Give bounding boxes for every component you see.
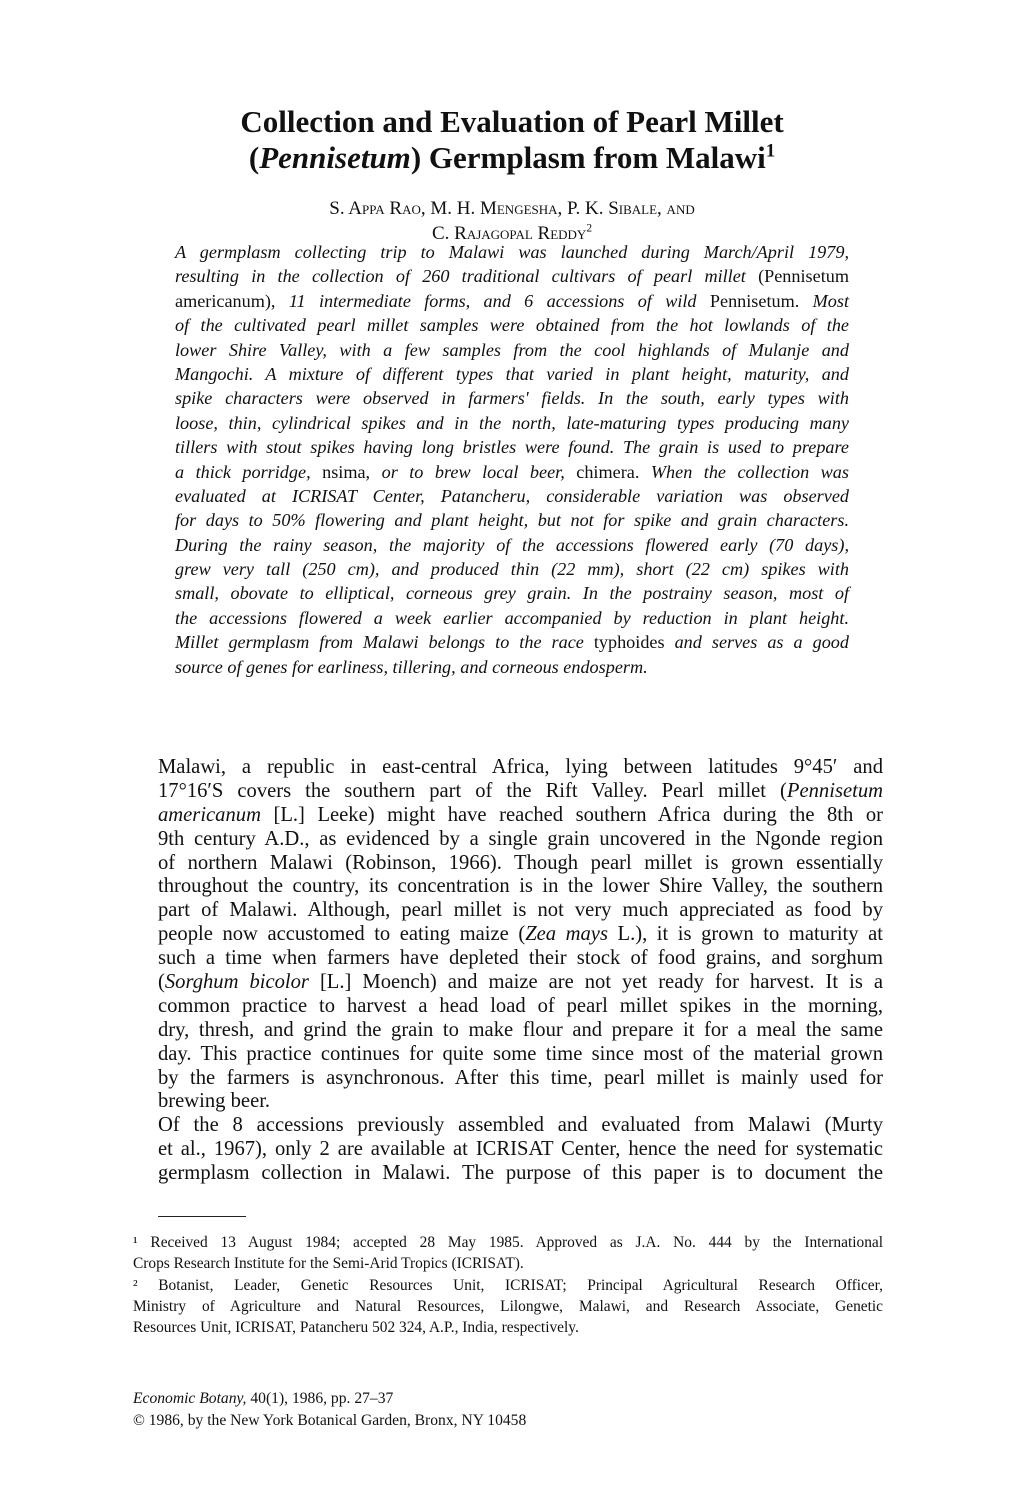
footnotes-line bbox=[133, 1232, 883, 1253]
title-genus: Pennisetum bbox=[259, 140, 411, 175]
text-run: germplasm collection in Malawi. The purpose of this paper is to document the bbox=[158, 1162, 883, 1185]
text-run: throughout the country, its concentration is in the lower Shire Valley, the southern bbox=[158, 875, 883, 898]
italic-text: loose, thin, cylindrical spikes and in the north, late-maturing types producing many bbox=[175, 412, 849, 433]
authors-line-1: S. Appa Rao, M. H. Mengesha, P. K. Sibale, and bbox=[329, 198, 695, 219]
text-run: 9th century A.D., as evidenced by a single grain uncovered in the Ngonde region bbox=[158, 827, 883, 850]
body-line bbox=[158, 995, 883, 1019]
title-rest: ) Germplasm from Malawi bbox=[410, 140, 766, 175]
text-run: day. This practice continues for quite some time since most of the material grown bbox=[158, 1042, 883, 1065]
italic-text: Mangochi. A mixture of different types that varied in plant height, maturity, and bbox=[175, 363, 849, 384]
italic-text: a thick porridge, bbox=[175, 461, 323, 482]
body-line bbox=[158, 1162, 883, 1186]
body-line bbox=[158, 1114, 883, 1138]
text-run: typhoides bbox=[593, 632, 665, 653]
italic-text: Millet germplasm from Malawi belongs to the race bbox=[175, 632, 594, 653]
italic-text: americanum bbox=[158, 803, 261, 826]
abstract bbox=[175, 240, 849, 679]
copyright: © 1986, by the New York Botanical Garden, Bronx, NY 10458 bbox=[133, 1412, 527, 1429]
citation bbox=[133, 1388, 526, 1410]
abstract-line bbox=[175, 581, 849, 605]
body-line bbox=[158, 923, 883, 947]
abstract-line bbox=[175, 435, 849, 459]
text-run: [L.] Moench) and maize are not yet ready for harvest. It is a bbox=[308, 971, 883, 994]
body-line bbox=[158, 1090, 883, 1114]
text-run: americanum), bbox=[175, 290, 276, 311]
text-run: et al., 1967), only 2 are available at ICRISAT Center, hence the need for systematic bbox=[158, 1138, 883, 1161]
abstract-line bbox=[175, 557, 849, 581]
italic-text: A germplasm collecting trip to Malawi was launched during March/April 1979, bbox=[175, 242, 849, 262]
title-paren: ( bbox=[248, 140, 260, 175]
abstract-line bbox=[175, 655, 849, 679]
text-run: by the farmers is asynchronous. After this time, pearl millet is mainly used for bbox=[158, 1066, 883, 1089]
abstract-line bbox=[175, 460, 849, 484]
italic-text: tillers with stout spikes having long bristles were found. The grain is used to prepare bbox=[175, 437, 849, 458]
journal-footer bbox=[133, 1388, 526, 1432]
text-run: Pennisetum. bbox=[709, 290, 800, 311]
body-line bbox=[158, 756, 883, 780]
footnotes-line bbox=[133, 1275, 883, 1296]
body-text bbox=[158, 756, 883, 1186]
text-run: L.), it is grown to maturity at bbox=[607, 923, 883, 946]
footnotes-line bbox=[133, 1317, 883, 1338]
author-footnote-mark: 2 bbox=[586, 222, 593, 235]
volume-pages: 40(1), 1986, pp. 27–37 bbox=[246, 1390, 394, 1407]
italic-text: lower Shire Valley, with a few samples from the cool highlands of Mulanje and bbox=[175, 339, 849, 360]
italic-text: grew very tall (250 cm), and produced thin (22 mm), short (22 cm) spikes with bbox=[175, 559, 849, 580]
text-run: Resources Unit, ICRISAT, Patancheru 502 324, A.P., India, respectively. bbox=[133, 1319, 579, 1337]
text-run: brewing beer. bbox=[158, 1090, 271, 1113]
italic-text: resulting in the collection of 260 traditional cultivars of pearl millet bbox=[175, 266, 759, 287]
body-line bbox=[158, 852, 883, 876]
abstract-line bbox=[175, 264, 849, 288]
body-line bbox=[158, 804, 883, 828]
body-line bbox=[158, 947, 883, 971]
italic-text: and serves as a good bbox=[664, 632, 849, 653]
text-run: people now accustomed to eating maize ( bbox=[158, 923, 526, 946]
article-title bbox=[0, 104, 1024, 176]
text-run: Crops Research Institute for the Semi-Arid Tropics (ICRISAT). bbox=[133, 1255, 524, 1273]
text-run: 17°16′S covers the southern part of the Rift Valley. Pearl millet ( bbox=[158, 779, 787, 802]
abstract-line bbox=[175, 508, 849, 532]
text-run: ² Botanist, Leader, Genetic Resources Unit, ICRISAT; Principal Agricultural Research Officer, bbox=[133, 1276, 883, 1294]
author-name: C. Rajagopal Reddy bbox=[431, 223, 587, 244]
abstract-line bbox=[175, 313, 849, 337]
italic-text: or to brew local beer, bbox=[370, 461, 577, 482]
title-line-1: Collection and Evaluation of Pearl Millet bbox=[240, 104, 784, 139]
italic-text: spike characters were observed in farmers' fields. In the south, early types with bbox=[175, 388, 849, 409]
text-run: [L.] Leeke) might have reached southern Africa during the 8th or bbox=[260, 803, 883, 826]
italic-text: evaluated at ICRISAT Center, Patancheru, considerable variation was observed bbox=[175, 485, 849, 506]
italic-text: of the cultivated pearl millet samples were obtained from the hot lowlands of the bbox=[175, 315, 849, 336]
abstract-line bbox=[175, 289, 849, 313]
italic-text: source of genes for earliness, tillering, and corneous endosperm. bbox=[175, 656, 648, 677]
text-run: Of the 8 accessions previously assembled and evaluated from Malawi (Murty bbox=[158, 1114, 883, 1137]
text-run: nsima, bbox=[322, 461, 371, 482]
text-run: chimera. bbox=[576, 461, 640, 482]
title-line-2 bbox=[0, 140, 1024, 176]
body-line bbox=[158, 1138, 883, 1162]
text-run: ( bbox=[158, 971, 165, 994]
abstract-line bbox=[175, 362, 849, 386]
text-run: (Pennisetum bbox=[758, 266, 849, 287]
body-line bbox=[158, 1043, 883, 1067]
italic-text: the accessions flowered a week earlier accompanied by reduction in plant height. bbox=[175, 607, 849, 628]
body-line bbox=[158, 1067, 883, 1091]
text-run: of northern Malawi (Robinson, 1966). Though pearl millet is grown essentially bbox=[158, 851, 883, 874]
abstract-line bbox=[175, 533, 849, 557]
text-run: part of Malawi. Although, pearl millet is not very much appreciated as food by bbox=[158, 899, 883, 922]
abstract-line bbox=[175, 484, 849, 508]
text-run: dry, thresh, and grind the grain to make flour and prepare it for a meal the same bbox=[158, 1018, 883, 1041]
italic-text: Sorghum bicolor bbox=[164, 971, 309, 994]
abstract-line bbox=[175, 606, 849, 630]
abstract-line bbox=[175, 240, 849, 264]
italic-text: Pennisetum bbox=[786, 779, 883, 802]
text-run: Ministry of Agriculture and Natural Resources, Lilongwe, Malawi, and Research Associate, Genetic bbox=[133, 1297, 883, 1315]
abstract-line bbox=[175, 411, 849, 435]
body-line bbox=[158, 828, 883, 852]
italic-text: 11 intermediate forms, and 6 accessions of wild bbox=[275, 290, 710, 311]
abstract-line bbox=[175, 386, 849, 410]
italic-text: small, obovate to elliptical, corneous grey grain. In the postrainy season, most of bbox=[175, 583, 849, 604]
text-run: Malawi, a republic in east-central Africa, lying between latitudes 9°45′ and bbox=[158, 756, 883, 778]
footnotes bbox=[133, 1232, 883, 1338]
abstract-line bbox=[175, 630, 849, 654]
title-footnote-mark: 1 bbox=[765, 140, 776, 162]
footnotes-line bbox=[133, 1296, 883, 1317]
body-line bbox=[158, 899, 883, 923]
italic-text: for days to 50% flowering and plant height, but not for spike and grain characters. bbox=[175, 510, 849, 531]
journal-name: Economic Botany, bbox=[133, 1390, 247, 1407]
abstract-line bbox=[175, 338, 849, 362]
text-run: such a time when farmers have depleted their stock of food grains, and sorghum bbox=[158, 947, 883, 970]
text-run: common practice to harvest a head load of pearl millet spikes in the morning, bbox=[158, 994, 883, 1017]
body-line bbox=[158, 875, 883, 899]
text-run: ¹ Received 13 August 1984; accepted 28 May 1985. Approved as J.A. No. 444 by the International bbox=[133, 1234, 883, 1251]
footnote-divider bbox=[158, 1216, 246, 1217]
italic-text: Most bbox=[799, 290, 850, 311]
body-line bbox=[158, 780, 883, 804]
body-line bbox=[158, 971, 883, 995]
body-line bbox=[158, 1019, 883, 1043]
italic-text: When the collection was bbox=[639, 461, 849, 482]
italic-text: During the rainy season, the majority of the accessions flowered early (70 days), bbox=[175, 534, 849, 555]
footnotes-line bbox=[133, 1253, 883, 1274]
italic-text: Zea mays bbox=[525, 923, 608, 946]
author-list bbox=[0, 196, 1024, 246]
